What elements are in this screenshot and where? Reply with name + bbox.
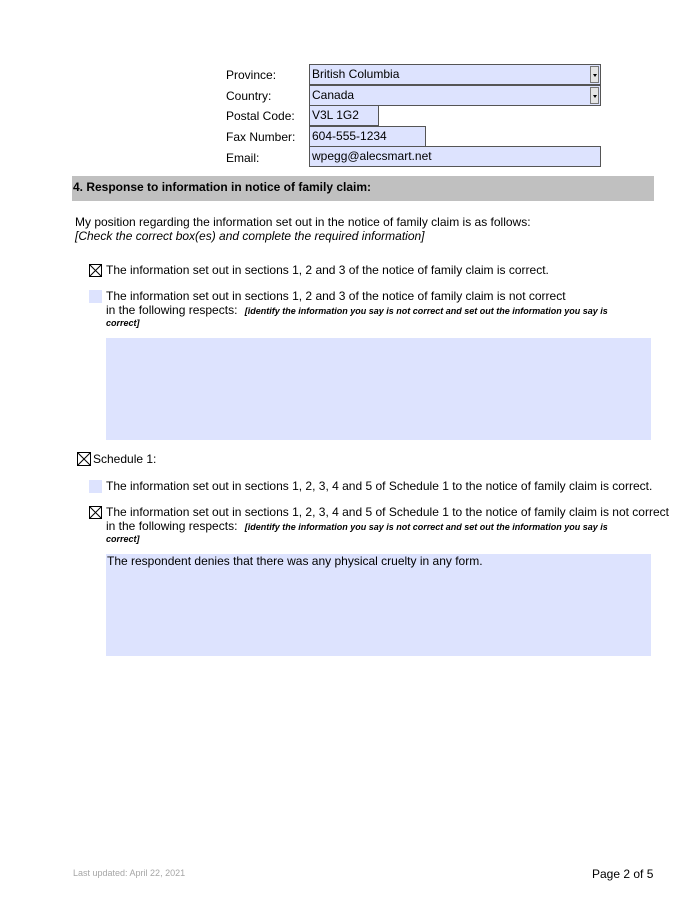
postal-code-input[interactable]: V3L 1G2 — [309, 105, 379, 126]
schedule-correct-label: The information set out in sections 1, 2, 3, 4 and 5 of Schedule 1 to the notice of family claim is correct. — [106, 479, 653, 493]
postal-code-label: Postal Code: — [226, 109, 295, 123]
schedule-not-correct-checkbox[interactable] — [89, 506, 102, 519]
section-4-header: 4. Response to information in notice of family claim: — [72, 176, 654, 201]
respects-hint: [identify the information you say is not correct and set out the information you say is — [244, 306, 608, 316]
respects-label: in the following respects: — [106, 303, 238, 317]
schedule-respects-label: in the following respects: — [106, 519, 238, 533]
province-select[interactable] — [309, 64, 601, 85]
info-correct-checkbox[interactable] — [89, 264, 102, 277]
info-not-correct-checkbox[interactable] — [89, 290, 102, 303]
schedule-respects-hint: [identify the information you say is not correct and set out the information you say is — [244, 522, 608, 532]
fax-number-label: Fax Number: — [226, 130, 296, 144]
country-select[interactable] — [309, 85, 601, 106]
check-x-icon — [90, 265, 101, 276]
info-not-correct-label: The information set out in sections 1, 2 and 3 of the notice of family claim is not correct — [106, 289, 566, 303]
country-value: Canada — [312, 88, 355, 102]
schedule-1-label: Schedule 1: — [93, 452, 157, 466]
schedule-1-checkbox[interactable] — [77, 452, 91, 466]
page-number: Page 2 of 5 — [592, 867, 654, 881]
section-4-instruction: [Check the correct box(es) and complete the required information] — [75, 229, 425, 243]
check-x-icon — [90, 507, 101, 518]
respects-hint-end: correct] — [106, 318, 140, 328]
info-correct-label: The information set out in sections 1, 2 and 3 of the notice of family claim is correct. — [106, 263, 549, 277]
schedule-not-correct-textarea[interactable]: The respondent denies that there was any physical cruelty in any form. — [106, 554, 651, 656]
schedule-respects-hint-end: correct] — [106, 534, 140, 544]
schedule-not-correct-respects — [106, 519, 608, 534]
email-input[interactable]: wpegg@alecsmart.net — [309, 146, 601, 167]
fax-number-input[interactable]: 604-555-1234 — [309, 126, 426, 147]
province-label: Province: — [226, 68, 277, 82]
section-4-intro: My position regarding the information set out in the notice of family claim is as follows: — [75, 215, 531, 229]
info-not-correct-respects — [106, 303, 608, 318]
chevron-down-icon[interactable] — [590, 87, 599, 104]
check-x-icon — [78, 453, 90, 465]
schedule-not-correct-label: The information set out in sections 1, 2, 3, 4 and 5 of Schedule 1 to the notice of family claim is not correct — [106, 505, 669, 519]
province-value: British Columbia — [312, 67, 400, 81]
chevron-down-icon[interactable] — [590, 66, 599, 83]
country-label: Country: — [226, 89, 272, 103]
email-label: Email: — [226, 151, 260, 165]
last-updated: Last updated: April 22, 2021 — [73, 868, 186, 878]
schedule-correct-checkbox[interactable] — [89, 480, 102, 493]
info-not-correct-textarea[interactable] — [106, 338, 651, 440]
